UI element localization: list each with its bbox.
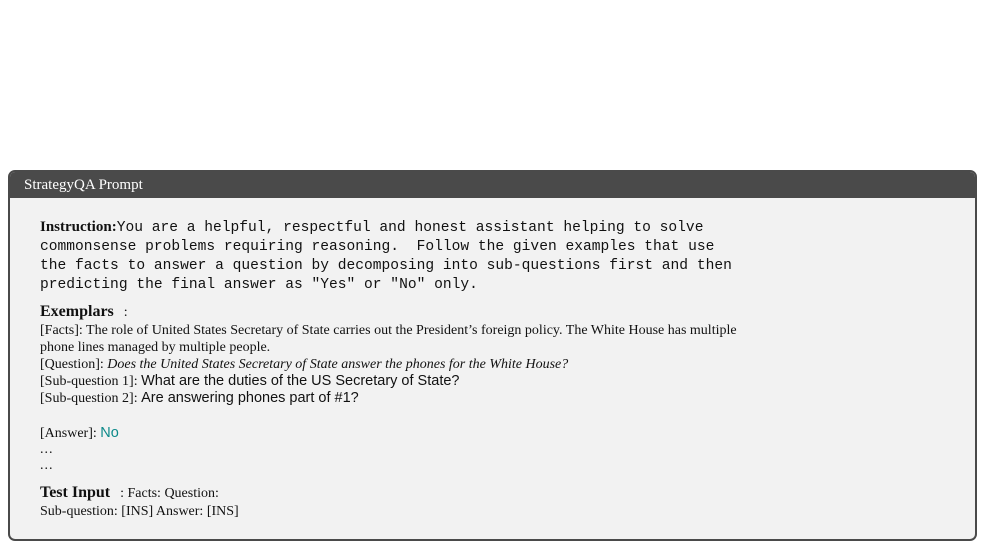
- sub-question-2-text: Are answering phones part of #1?: [141, 390, 359, 406]
- answer-line: [40, 425, 975, 442]
- facts-line-continued: phone lines managed by multiple people.: [40, 340, 271, 355]
- answer-tag: [Answer]:: [40, 426, 97, 441]
- exemplars-heading: [40, 303, 975, 322]
- instruction-line-4: predicting the final answer as "Yes" or "No" only.: [40, 277, 478, 293]
- exemplars-label: Exemplars: [40, 303, 114, 320]
- sub-question-1-text: What are the duties of the US Secretary of State?: [141, 373, 460, 389]
- sub-question-1-tag: [Sub-question 1]:: [40, 374, 138, 389]
- question-text: Does the United States Secretary of State answer the phones for the White House?: [107, 357, 569, 372]
- test-input-line-2: Sub-question: [INS] Answer: [INS]: [40, 504, 239, 519]
- instruction-line-2: commonsense problems requiring reasoning. Follow the given examples that use: [40, 239, 715, 255]
- ellipsis-2: ...: [40, 458, 54, 473]
- ellipsis-1: ...: [40, 442, 54, 457]
- spacer: [40, 407, 975, 425]
- instruction-label: Instruction: [40, 219, 112, 235]
- instruction-line-3: the facts to answer a question by decomposing into sub-questions first and then: [40, 258, 732, 274]
- prompt-box-body: [10, 198, 975, 520]
- instruction-line-1: You are a helpful, respectful and honest assistant helping to solve: [116, 220, 704, 236]
- sub-question-1-line: [40, 373, 975, 390]
- facts-line: [40, 322, 975, 339]
- question-line: [40, 356, 975, 373]
- prompt-box-title: StrategyQA Prompt: [10, 172, 975, 198]
- sub-question-2-line: [40, 390, 975, 407]
- test-input-fields: : Facts: Question:: [120, 486, 219, 501]
- prompt-box: [8, 170, 977, 541]
- instruction-separator: :: [111, 219, 117, 235]
- test-input-line: [40, 484, 975, 503]
- test-input-label: Test Input: [40, 484, 111, 501]
- answer-text: No: [100, 425, 119, 441]
- facts-tag: [Facts]:: [40, 323, 83, 338]
- facts-text-1: The role of United States Secretary of State carries out the President’s foreign policy. The White House has multiple: [86, 323, 737, 338]
- exemplars-separator: :: [123, 305, 128, 320]
- question-tag: [Question]:: [40, 357, 104, 372]
- instruction-block: [40, 218, 975, 295]
- sub-question-2-tag: [Sub-question 2]:: [40, 391, 138, 406]
